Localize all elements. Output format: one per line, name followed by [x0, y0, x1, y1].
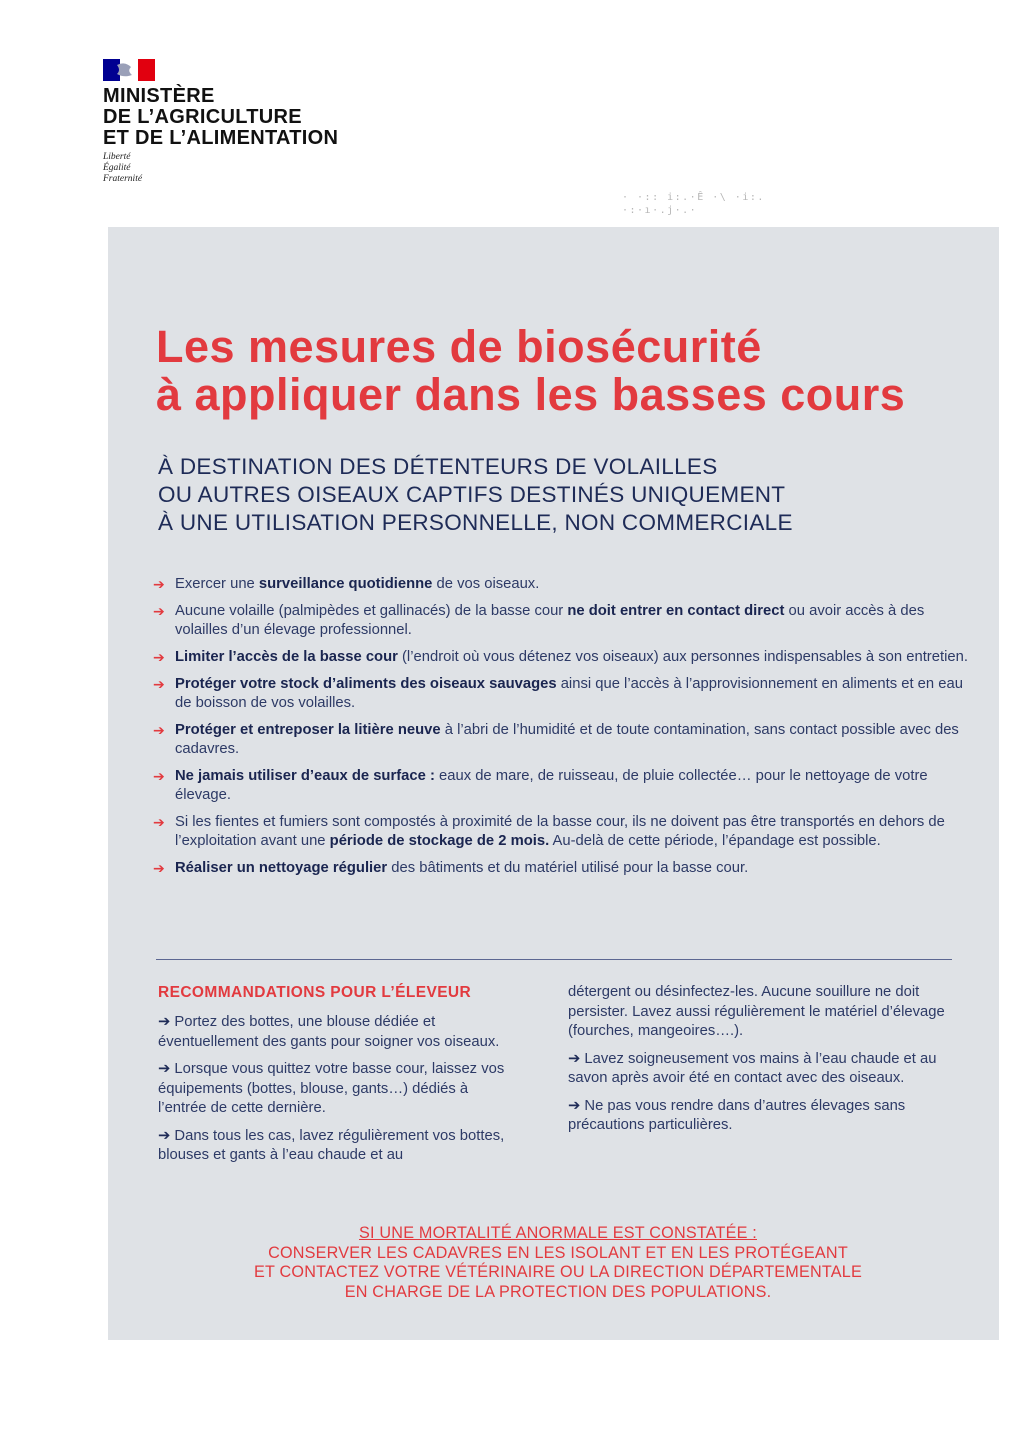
arrow-right-icon: ➔: [153, 814, 165, 830]
measure-item: ➔ Protéger et entreposer la litière neuve à l’abri de l’humidité et de toute contamination, sans contact possible avec des cadavres.: [153, 722, 959, 757]
arrow-right-icon: ➔: [153, 860, 165, 876]
measure-item: ➔ Ne jamais utiliser d’eaux de surface : eaux de mare, de ruisseau, de pluie collectée… pour le nettoyage de votre élevage.: [153, 768, 928, 803]
ministry-name: MINISTÈRE DE L’AGRICULTURE ET DE L’ALIMENTATION: [103, 85, 339, 149]
arrow-right-icon: ➔: [158, 1127, 171, 1144]
recommendation-continuation: détergent ou désinfectez-les. Aucune souillure ne doit persister. Lavez aussi régulièrement le matériel d’élevage (fourches, mangeoires….).: [568, 984, 945, 1039]
mortality-alert: [168, 1224, 948, 1302]
republic-motto: Liberté Égalité Fraternité: [103, 152, 143, 184]
recommendation-item: ➔ Portez des bottes, une blouse dédiée et éventuellement des gants pour soigner vos oiseaux.: [158, 1014, 500, 1050]
poster-subtitle: À DESTINATION DES DÉTENTEURS DE VOLAILLES OU AUTRES OISEAUX CAPTIFS DESTINÉS UNIQUEMENT À UNE UTILISATION PERSONNELLE, NON COMMERCIALE: [158, 454, 793, 535]
arrow-right-icon: ➔: [153, 722, 165, 738]
measure-item: ➔ Protéger votre stock d’aliments des oiseaux sauvages ainsi que l’accès à l’approvisionnement en aliments et en eau de boisson de vos volailles.: [153, 676, 963, 711]
poster-title: Les mesures de biosécurité à appliquer dans les basses cours: [156, 321, 906, 420]
alert-line: CONSERVER LES CADAVRES EN LES ISOLANT ET EN LES PROTÉGEANT: [268, 1243, 848, 1262]
measure-item: ➔ Réaliser un nettoyage régulier des bâtiments et du matériel utilisé pour la basse cour.: [153, 860, 749, 876]
arrow-right-icon: ➔: [153, 768, 165, 784]
alert-line: EN CHARGE DE LA PROTECTION DES POPULATIONS.: [344, 1282, 772, 1301]
arrow-right-icon: ➔: [568, 1097, 581, 1114]
measure-item: ➔ Exercer une surveillance quotidienne de vos oiseaux.: [153, 576, 540, 592]
biosecurity-measures-list: [153, 575, 973, 886]
recommendations-heading: RECOMMANDATIONS POUR L’ÉLEVEUR: [158, 984, 472, 1001]
arrow-right-icon: ➔: [153, 576, 165, 592]
faded-reception-stamp: · ·:: i:.·Ê ·\ ·i:. ·:·ı·.j·.·: [622, 192, 765, 216]
biosecurity-poster: [108, 227, 999, 1340]
arrow-right-icon: ➔: [158, 1061, 171, 1077]
arrow-right-icon: ➔: [568, 1050, 581, 1067]
recommendations-right-column: [568, 983, 948, 1144]
recommendations-left-column: [158, 1013, 518, 1174]
alert-line: ET CONTACTEZ VOTRE VÉTÉRINAIRE OU LA DIRECTION DÉPARTEMENTALE: [254, 1263, 862, 1281]
recommendation-item: ➔ Lorsque vous quittez votre basse cour, laissez vos équipements (bottes, blouse, gants…) dédiés à l’entrée de cette dernière.: [158, 1061, 505, 1116]
alert-heading: SI UNE MORTALITÉ ANORMALE EST CONSTATÉE :: [359, 1224, 757, 1242]
recommendation-item: ➔ Lavez soigneusement vos mains à l’eau chaude et au savon après avoir été en contact avec des oiseaux.: [568, 1050, 937, 1086]
arrow-right-icon: ➔: [153, 603, 165, 619]
arrow-right-icon: ➔: [158, 1014, 171, 1030]
measure-item: ➔ Si les fientes et fumiers sont compostés à proximité de la basse cour, ils ne doivent pas être transportés en dehors de l’exploitation avant une période de stockage de 2 mois. Au-delà de cette période, l’épandage est possible.: [153, 814, 945, 849]
arrow-right-icon: ➔: [153, 676, 165, 692]
section-divider: [156, 959, 952, 960]
recommendation-item: ➔ Dans tous les cas, lavez régulièrement vos bottes, blouses et gants à l’eau chaude et au: [158, 1127, 505, 1163]
marianne-logo: [103, 59, 155, 81]
measure-item: ➔ Limiter l’accès de la basse cour (l’endroit où vous détenez vos oiseaux) aux personnes indispensables à son entretien.: [153, 649, 968, 665]
recommendation-item: ➔ Ne pas vous rendre dans d’autres élevages sans précautions particulières.: [568, 1097, 906, 1133]
arrow-right-icon: ➔: [153, 649, 165, 665]
measure-item: ➔ Aucune volaille (palmipèdes et gallinacés) de la basse cour ne doit entrer en contact direct ou avoir accès à des volailles d’un élevage professionnel.: [153, 603, 925, 638]
